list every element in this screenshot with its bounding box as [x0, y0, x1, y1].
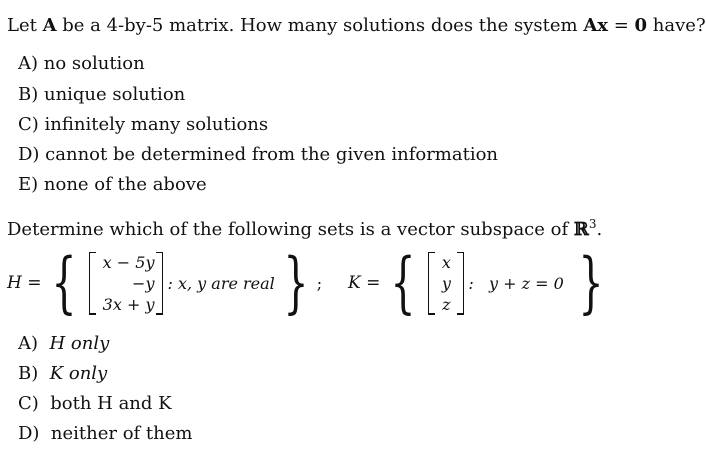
- set-H-condition: : x, y are real: [167, 273, 275, 293]
- q1-stem-post: have?: [647, 15, 706, 36]
- option-letter: A): [18, 333, 50, 354]
- option-text: both H and K: [50, 393, 172, 414]
- set-H-vector: [89, 252, 163, 315]
- q2-stem-pre: Determine which of the following sets is a vector subspace of: [7, 219, 574, 240]
- set-K: [348, 242, 612, 324]
- option-letter: D): [18, 423, 51, 444]
- set-H-name: H =: [7, 273, 42, 293]
- q2-option-d[interactable]: [18, 423, 192, 445]
- q2-option-a[interactable]: [18, 333, 109, 355]
- q1-matrix-A: A: [42, 15, 57, 36]
- question-2-stem: [7, 213, 602, 241]
- q2-exponent: 3: [588, 217, 597, 231]
- q1-option-e[interactable]: E) none of the above: [18, 174, 207, 195]
- option-letter: C): [18, 393, 51, 414]
- left-brace-icon: {: [390, 244, 416, 321]
- right-brace-icon: }: [283, 244, 309, 321]
- q1-option-c[interactable]: C) infinitely many solutions: [18, 114, 269, 135]
- option-text: neither of them: [50, 423, 193, 444]
- q2-option-b[interactable]: [18, 363, 107, 385]
- q1-zero-vector: 0: [634, 15, 648, 36]
- set-K-vector: [428, 252, 464, 315]
- set-H-entry: −y: [132, 273, 155, 293]
- q1-Ax: Ax: [583, 15, 609, 36]
- q1-equals: =: [608, 15, 635, 36]
- q1-option-a[interactable]: A) no solution: [18, 53, 145, 74]
- set-K-name: K =: [348, 273, 381, 293]
- set-H-entry: x − 5y: [102, 252, 155, 272]
- q1-stem-pre: Let: [7, 15, 43, 36]
- q2-real-space: ℝ: [573, 219, 589, 240]
- option-text: K only: [49, 363, 108, 384]
- q2-stem-post: .: [596, 219, 603, 240]
- q1-stem-mid: be a 4-by-5 matrix. How many solutions does the system: [56, 15, 584, 36]
- q1-option-d[interactable]: D) cannot be determined from the given information: [18, 144, 499, 165]
- set-H: [7, 242, 322, 324]
- set-H-entry: 3x + y: [102, 294, 155, 314]
- set-K-condition: : y + z = 0: [468, 273, 564, 293]
- set-separator: ;: [316, 273, 323, 293]
- set-K-entry: z: [442, 294, 451, 314]
- option-text: H only: [49, 333, 110, 354]
- question-1-stem: [7, 15, 706, 37]
- left-brace-icon: {: [51, 244, 78, 321]
- set-K-entry: y: [441, 273, 451, 293]
- option-letter: B): [18, 363, 50, 384]
- q2-option-c[interactable]: [18, 393, 172, 415]
- q1-option-b[interactable]: B) unique solution: [18, 84, 186, 105]
- set-K-entry: x: [441, 252, 451, 272]
- right-brace-icon: }: [578, 244, 604, 321]
